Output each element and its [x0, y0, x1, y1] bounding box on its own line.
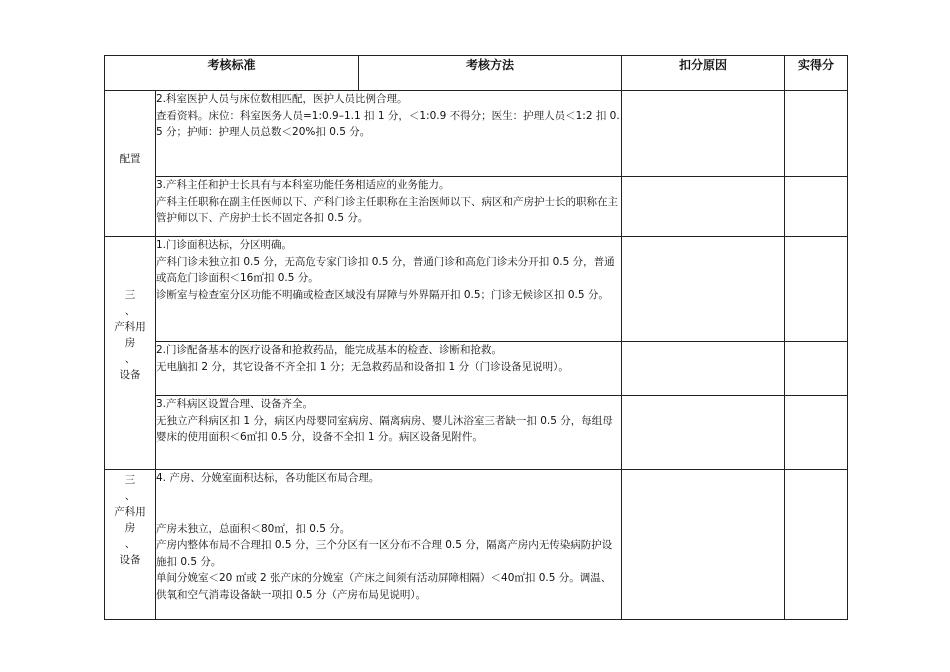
row-director-line1: 3.产科主任和护士长具有与本科室功能任务相适应的业务能力。 [156, 179, 450, 191]
row-equipment-line2: 无电脑扣 2 分，其它设备不齐全扣 1 分；无急救药品和设备扣 1 分（门诊设备见说明）。 [156, 360, 569, 373]
cat1-line6: 设备 [119, 369, 141, 381]
cat1-line1: 三 [124, 289, 136, 301]
cat2-line3: 产科用 [114, 506, 146, 518]
row-delivery-line2: 产房内整体布局不合理扣 0.5 分，三个分区有一区分布不合理 0.5 分，隔离产房内无传染病防护设施扣 0.5 分。 [156, 539, 613, 568]
row-ward-setup [156, 396, 622, 470]
deduction-cell[interactable] [622, 177, 785, 237]
deduction-cell[interactable] [622, 91, 785, 177]
header-score: 实得分 [785, 56, 848, 91]
row-equipment-line1: 2.门诊配备基本的医疗设备和抢救药品，能完成基本的检查、诊断和抢救。 [156, 344, 503, 356]
cat1-line3: 产科用 [114, 321, 146, 333]
score-cell[interactable] [785, 177, 848, 237]
header-row [105, 56, 848, 91]
cat2-line4: 房 [124, 522, 136, 534]
row-delivery-line1: 产房未独立，总面积＜80㎡，扣 0.5 分。 [156, 522, 351, 535]
row-delivery-title: 4. 产房、分娩室面积达标，各功能区布局合理。 [156, 472, 380, 484]
header-criteria: 考核标准 [105, 56, 359, 91]
row-clinic-line2: 产科门诊未独立扣 0.5 分，无高危专家门诊扣 0.5 分，普通门诊和高危门诊未分开扣 0.5 分，普通或高危门诊面积＜16㎡扣 0.5 分。 [156, 255, 615, 284]
table-row [105, 177, 848, 237]
row-staffing [156, 91, 622, 177]
score-cell[interactable] [785, 91, 848, 177]
category-peizhi-label: 配置 [119, 153, 141, 165]
cat1-line2: 、 [124, 305, 136, 317]
category-peizhi [105, 91, 156, 237]
table-row [105, 396, 848, 470]
category-facilities-2 [105, 470, 156, 620]
row-clinic-equipment [156, 342, 622, 396]
row-clinic-area [156, 237, 622, 342]
row-delivery-room [156, 470, 622, 620]
cat1-line5: 、 [124, 353, 136, 365]
row-ward-line1: 3.产科病区设置合理、设备齐全。 [156, 398, 314, 410]
deduction-cell[interactable] [622, 342, 785, 396]
row-delivery-line3: 单间分娩室＜20 ㎡或 2 张产床的分娩室（产床之间须有活动屏障相隔）＜40㎡扣 0.5 分。调温、供氧和空气消毒设备缺一项扣 0.5 分（产房布局见说明）。 [156, 572, 612, 601]
row-clinic-line3: 诊断室与检查室分区功能不明确或检查区域没有屏障与外界隔开扣 0.5；门诊无候诊区扣 0.5 分。 [156, 288, 609, 301]
deduction-cell[interactable] [622, 237, 785, 342]
header-deduction-reason: 扣分原因 [622, 56, 785, 91]
header-method: 考核方法 [359, 56, 622, 91]
cat1-line4: 房 [124, 337, 136, 349]
cat2-line1: 三 [124, 474, 136, 486]
score-cell[interactable] [785, 470, 848, 620]
table-row [105, 91, 848, 177]
table-row [105, 237, 848, 342]
row-clinic-line1: 1.门诊面积达标，分区明确。 [156, 239, 293, 251]
score-cell[interactable] [785, 237, 848, 342]
score-cell[interactable] [785, 396, 848, 470]
row-director-line2: 产科主任职称在副主任医师以下、产科门诊主任职称在主治医师以下、病区和产房护士长的职称在主管护师以下、产房护士长不固定各扣 0.5 分。 [156, 195, 618, 224]
table-row [105, 342, 848, 396]
deduction-cell[interactable] [622, 396, 785, 470]
category-facilities-1 [105, 237, 156, 470]
cat2-line6: 设备 [119, 554, 141, 566]
deduction-cell[interactable] [622, 470, 785, 620]
score-cell[interactable] [785, 342, 848, 396]
cat2-line2: 、 [124, 490, 136, 502]
cat2-line5: 、 [124, 538, 136, 550]
row-staffing-line2: 查看资料。床位：科室医务人员=1:0.9–1.1 扣 1 分，＜1:0.9 不得分；医生：护理人员＜1:2 扣 0.5 分；护师：护理人员总数＜20%扣 0.5 分。 [156, 109, 620, 138]
row-staffing-line1: 2.科室医护人员与床位数相匹配，医护人员比例合理。 [156, 93, 408, 105]
table-row [105, 470, 848, 620]
row-ward-line2: 无独立产科病区扣 1 分，病区内母婴同室病房、隔离病房、婴儿沐浴室三者缺一扣 0.5 分，每组母婴床的使用面积＜6㎡扣 0.5 分，设备不全扣 1 分。病区设备见附件。 [156, 414, 613, 443]
row-director-ability [156, 177, 622, 237]
assessment-table [104, 55, 848, 620]
